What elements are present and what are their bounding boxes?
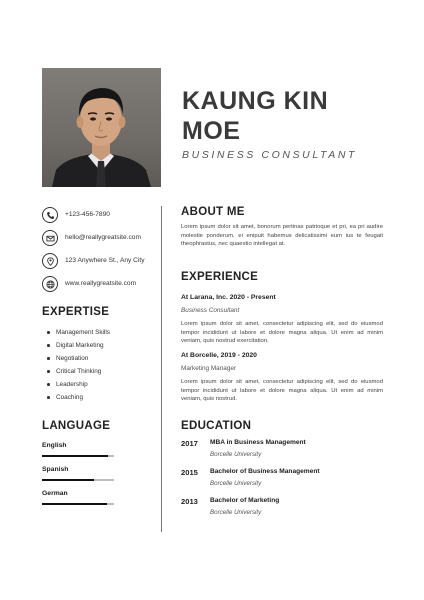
contact-section [42, 207, 154, 299]
education-degree: MBA in Business Management [210, 439, 306, 446]
contact-email [42, 230, 154, 246]
mail-icon [42, 230, 58, 246]
education-heading: EDUCATION [181, 420, 252, 432]
job-description: Lorem ipsum dolor sit amet, consectetur adipiscing elit, sed do eiusmod tempor incididunt ut labore et dolore magna aliqua. Ut enim ad minim veniam, quis nostrud exercitation. [181, 321, 383, 345]
about-heading: ABOUT ME [181, 206, 245, 218]
profile-photo [42, 68, 161, 187]
phone-icon [42, 207, 58, 223]
experience-heading: EXPERIENCE [181, 271, 259, 283]
job-role: BUSINESS CONSULTANT [182, 149, 358, 161]
contact-website [42, 276, 154, 292]
job-position: Marketing Manager [181, 365, 237, 372]
job-position: Business Consultant [181, 307, 240, 314]
language-bar-fill [42, 479, 94, 481]
education-year: 2013 [181, 497, 198, 506]
resume-name [182, 86, 402, 146]
language-item [42, 490, 114, 505]
expertise-item: Management Skills [44, 326, 154, 339]
contact-phone [42, 207, 154, 223]
job-heading: At Larana, Inc. 2020 - Present [181, 294, 276, 301]
column-divider [161, 206, 162, 532]
education-year: 2015 [181, 468, 198, 477]
language-name: English [42, 442, 67, 449]
expertise-list [44, 326, 154, 404]
language-name: German [42, 490, 68, 497]
language-bar [42, 479, 114, 481]
education-school: Borcelle University [210, 451, 262, 458]
globe-icon [42, 276, 58, 292]
language-item [42, 466, 114, 481]
language-bar-fill [42, 503, 107, 505]
language-bar [42, 503, 114, 505]
name-line-2: MOE [182, 117, 241, 145]
education-degree: Bachelor of Marketing [210, 497, 280, 504]
education-degree: Bachelor of Business Management [210, 468, 320, 475]
expertise-item: Leadership [44, 378, 154, 391]
job-description: Lorem ipsum dolor sit amet, consectetur adipiscing elit, sed do eiusmod tempor incididunt ut labore et dolore magna aliqua. Ut enim ad minim veniam, quis nostrud. [181, 379, 383, 403]
language-heading: LANGUAGE [42, 420, 111, 432]
name-line-1: KAUNG KIN [182, 87, 329, 115]
person-portrait-illustration [42, 68, 161, 187]
language-item [42, 442, 114, 457]
job-heading: At Borcelle, 2019 - 2020 [181, 352, 257, 359]
website-text[interactable]: www.reallygreatsite.com [65, 280, 137, 287]
expertise-item: Digital Marketing [44, 339, 154, 352]
about-text: Lorem ipsum dolor sit amet, bonorum pertinax patrioque et pri, ea pri audire molestie ponderum, ei enipuit habemus delicatissimi eum ius te feugait theophrastus, nec quaestio intellegat at. [181, 224, 383, 248]
location-pin-icon [42, 253, 58, 269]
education-school: Borcelle University [210, 509, 262, 516]
education-school: Borcelle University [210, 480, 262, 487]
expertise-heading: EXPERTISE [42, 306, 110, 318]
address-text: 123 Anywhere St., Any City [65, 257, 145, 264]
expertise-item: Negotiation [44, 352, 154, 365]
education-year: 2017 [181, 439, 198, 448]
contact-address [42, 253, 154, 269]
phone-text[interactable]: +123-456-7890 [65, 211, 110, 218]
language-name: Spanish [42, 466, 69, 473]
email-text[interactable]: hello@reallygreatsite.com [65, 234, 141, 241]
language-bar-fill [42, 455, 108, 457]
language-bar [42, 455, 114, 457]
expertise-item: Coaching [44, 391, 154, 404]
expertise-item: Critical Thinking [44, 365, 154, 378]
